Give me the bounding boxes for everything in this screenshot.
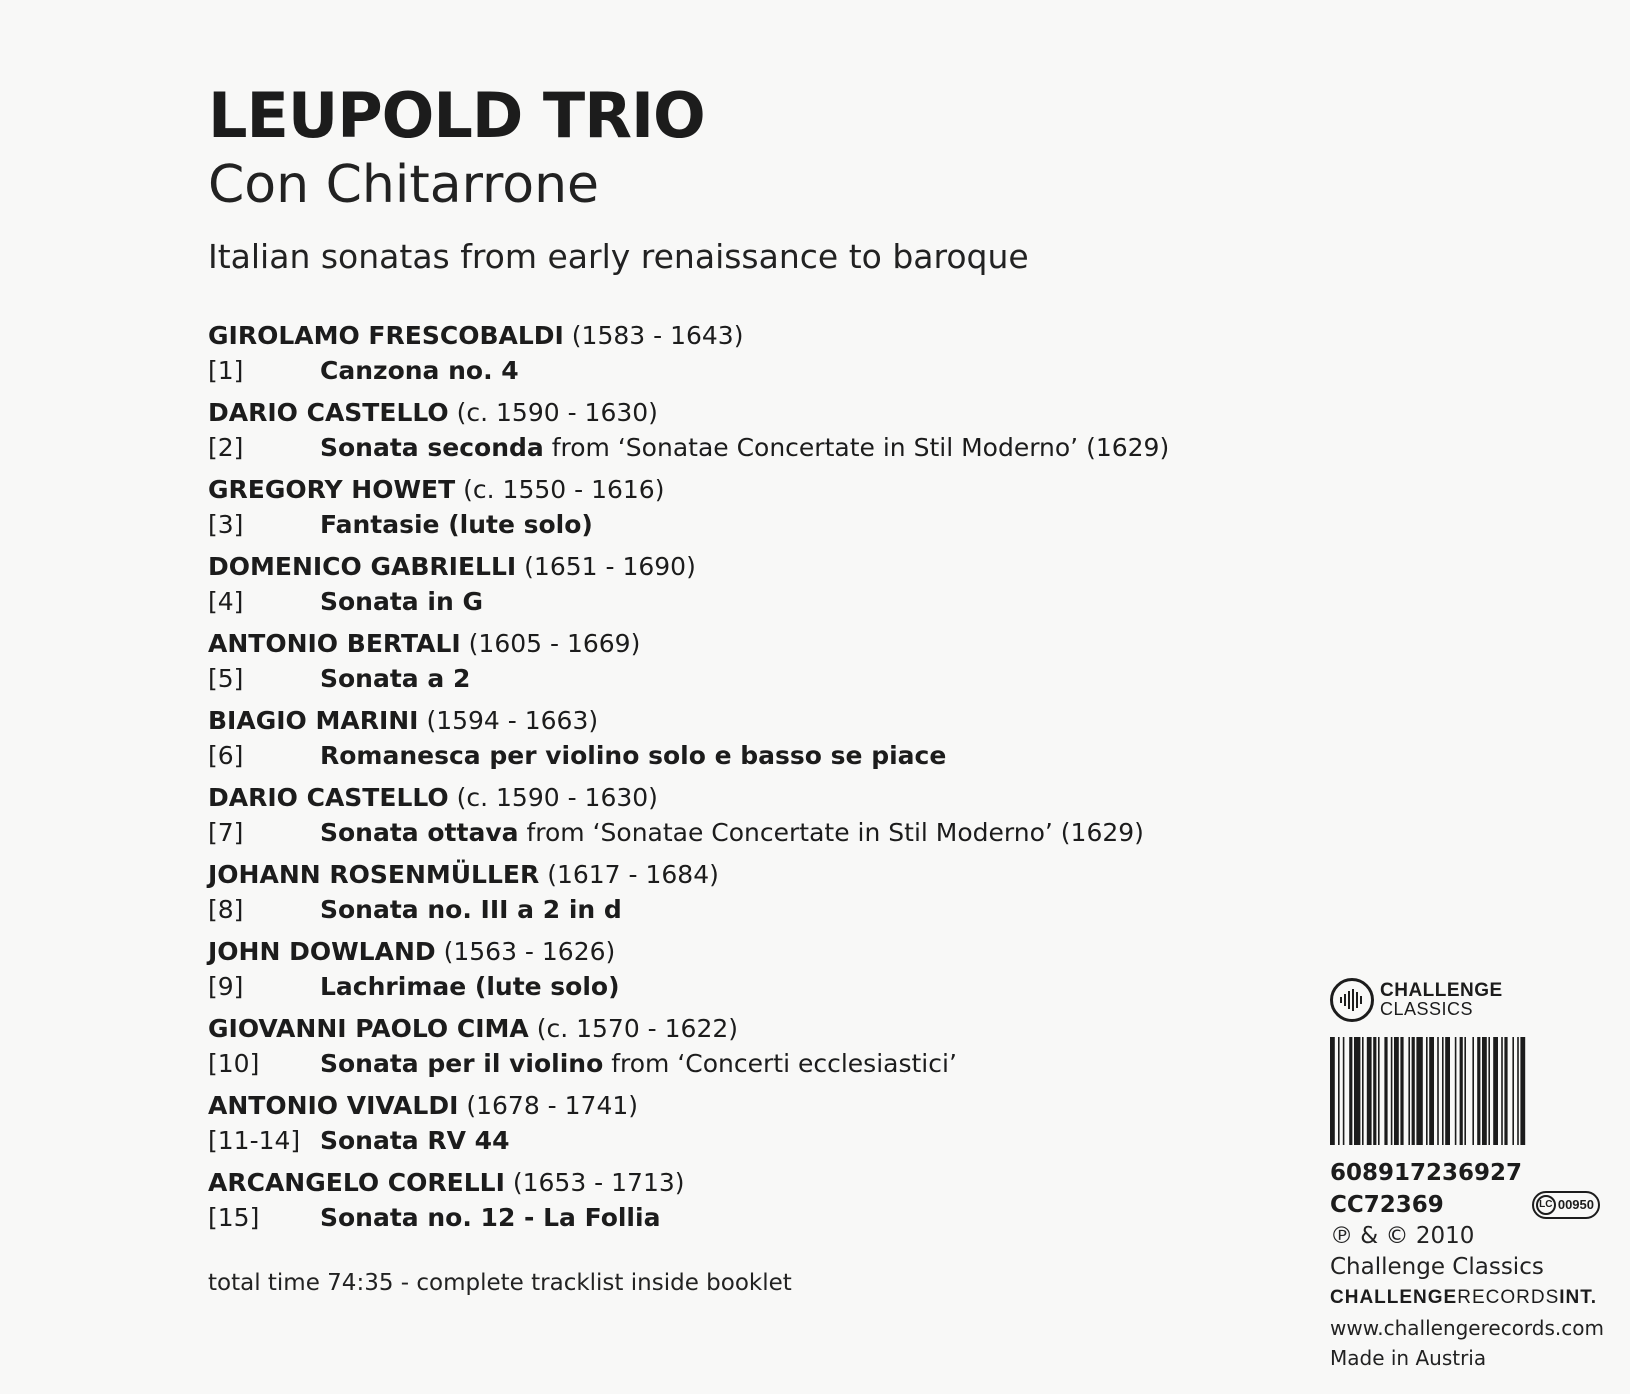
composer-name: GREGORY HOWET [208, 475, 456, 504]
records-regular: RECORDS [1457, 1287, 1560, 1308]
work-title: Sonata per il violino [320, 1049, 604, 1078]
track-work [320, 815, 1144, 851]
composer-dates: (1605 - 1669) [468, 629, 641, 658]
catalog-number: CC72369 [1330, 1192, 1444, 1218]
work-title: Lachrimae (lute solo) [320, 972, 620, 1001]
barcode-bar [1412, 1037, 1415, 1145]
track-line [208, 738, 1248, 780]
barcode-bar [1445, 1037, 1450, 1145]
barcode-bar [1367, 1037, 1372, 1145]
barcode-bar [1343, 1037, 1345, 1145]
track-number: [2] [208, 433, 244, 462]
track-number: [6] [208, 741, 244, 770]
barcode-bar [1464, 1037, 1466, 1145]
barcode-bar [1426, 1037, 1428, 1145]
work-title: Sonata seconda [320, 433, 544, 462]
album-tagline: Italian sonatas from early renaissance to baroque [208, 237, 1029, 276]
composer-line [208, 472, 1248, 507]
composer-line [208, 549, 1248, 584]
barcode-bar [1455, 1037, 1457, 1145]
composer-line [208, 1165, 1248, 1200]
barcode-bar [1437, 1037, 1439, 1145]
barcode-bar [1493, 1037, 1498, 1145]
track-line [208, 353, 1248, 395]
composer-line [208, 1088, 1248, 1123]
track-line [208, 584, 1248, 626]
barcode-bar [1472, 1037, 1474, 1145]
work-title: Sonata no. 12 - La Follia [320, 1203, 661, 1232]
track-work [320, 584, 483, 620]
track-work [320, 1200, 660, 1236]
track-work [320, 661, 470, 697]
work-source: from ‘Concerti ecclesiastici’ [611, 1049, 957, 1078]
barcode-bar [1504, 1037, 1507, 1145]
barcode-bar [1394, 1037, 1399, 1145]
company-name: Challenge Classics [1330, 1254, 1544, 1280]
track-line [208, 430, 1248, 472]
barcode-bar [1338, 1037, 1340, 1145]
barcode-bar [1477, 1037, 1480, 1145]
composer-line [208, 395, 1248, 430]
composer-dates: (c. 1590 - 1630) [456, 398, 658, 427]
barcode-bar [1330, 1037, 1335, 1145]
barcode [1330, 1037, 1615, 1145]
composer-name: DARIO CASTELLO [208, 783, 449, 812]
barcode-bar [1391, 1037, 1393, 1145]
track-number: [3] [208, 510, 244, 539]
barcode-bar [1442, 1037, 1444, 1145]
track-number: [4] [208, 587, 244, 616]
composer-dates: (c. 1590 - 1630) [456, 783, 658, 812]
album-artist: LEUPOLD TRIO [208, 79, 705, 152]
copyright-line: ℗ & © 2010 [1330, 1223, 1475, 1249]
composer-name: JOHN DOWLAND [208, 937, 436, 966]
composer-dates: (1678 - 1741) [466, 1091, 639, 1120]
track-number: [10] [208, 1049, 260, 1078]
track-work [320, 430, 1169, 466]
track-number: [9] [208, 972, 244, 1001]
work-source: from ‘Sonatae Concertate in Stil Moderno’ (1629) [526, 818, 1144, 847]
work-title: Fantasie (lute solo) [320, 510, 593, 539]
lc-badge [1532, 1191, 1600, 1219]
composer-name: GIROLAMO FRESCOBALDI [208, 321, 564, 350]
track-work [320, 507, 593, 543]
logo-line2: CLASSICS [1380, 999, 1474, 1019]
track-line [208, 815, 1248, 857]
barcode-number: 608917236927 [1330, 1160, 1523, 1186]
track-work [320, 353, 519, 389]
track-work [320, 969, 620, 1005]
barcode-bar [1384, 1037, 1387, 1145]
track-number: [11-14] [208, 1126, 301, 1155]
track-number: [7] [208, 818, 244, 847]
composer-dates: (1653 - 1713) [512, 1168, 685, 1197]
composer-dates: (1651 - 1690) [524, 552, 696, 581]
track-number: [8] [208, 895, 244, 924]
challenge-classics-logo [1330, 975, 1620, 1025]
composer-line [208, 626, 1248, 661]
composer-line [208, 318, 1248, 353]
tracklist [208, 318, 1248, 1242]
track-line [208, 969, 1248, 1011]
made-in: Made in Austria [1330, 1346, 1487, 1370]
work-title: Romanesca per violino solo e basso se piace [320, 741, 947, 770]
composer-line [208, 1011, 1248, 1046]
barcode-bar [1373, 1037, 1376, 1145]
track-line [208, 1200, 1248, 1242]
barcode-bar [1362, 1037, 1364, 1145]
sound-wave-icon [1330, 978, 1374, 1022]
track-work [320, 892, 622, 928]
work-title: Sonata no. III a 2 in d [320, 895, 622, 924]
composer-line [208, 857, 1248, 892]
album-header [208, 78, 1248, 280]
track-line [208, 892, 1248, 934]
barcode-bar [1354, 1037, 1360, 1145]
track-line [208, 507, 1248, 549]
website-url[interactable]: www.challengerecords.com [1330, 1316, 1604, 1340]
total-time: total time 74:35 - complete tracklist inside booklet [208, 1270, 792, 1296]
composer-name: ANTONIO VIVALDI [208, 1091, 459, 1120]
track-line [208, 1123, 1248, 1165]
barcode-bar [1416, 1037, 1422, 1145]
lc-code: 00950 [1557, 1197, 1594, 1212]
track-number: [5] [208, 664, 244, 693]
composer-dates: (c. 1550 - 1616) [463, 475, 665, 504]
barcode-bar [1349, 1037, 1352, 1145]
track-line [208, 661, 1248, 703]
track-work [320, 1046, 957, 1082]
track-work [320, 1123, 509, 1159]
barcode-bar [1517, 1037, 1519, 1145]
label-block [1330, 975, 1620, 1373]
track-work [320, 738, 946, 774]
records-bold: CHALLENGE [1330, 1287, 1458, 1308]
composer-name: DARIO CASTELLO [208, 398, 449, 427]
work-title: Canzona no. 4 [320, 356, 519, 385]
records-int: INT. [1559, 1287, 1598, 1308]
composer-name: JOHANN ROSENMÜLLER [208, 860, 540, 889]
track-line [208, 1046, 1248, 1088]
composer-line [208, 934, 1248, 969]
barcode-bar [1512, 1037, 1514, 1145]
barcode-bar [1429, 1037, 1434, 1145]
logo-line1: CHALLENGE [1380, 980, 1503, 1001]
work-title: Sonata a 2 [320, 664, 471, 693]
barcode-bar [1408, 1037, 1410, 1145]
composer-name: ANTONIO BERTALI [208, 629, 461, 658]
composer-dates: (c. 1570 - 1622) [536, 1014, 739, 1043]
track-number: [1] [208, 356, 244, 385]
composer-dates: (1594 - 1663) [426, 706, 599, 735]
composer-line [208, 703, 1248, 738]
barcode-bar [1460, 1037, 1463, 1145]
barcode-bar [1501, 1037, 1503, 1145]
records-int-logo [1330, 1283, 1620, 1313]
barcode-bar [1488, 1037, 1490, 1145]
work-title: Sonata in G [320, 587, 483, 616]
work-source: from ‘Sonatae Concertate in Stil Moderno’ (1629) [551, 433, 1170, 462]
lc-mark-icon: LC [1536, 1195, 1556, 1215]
barcode-bar [1520, 1037, 1525, 1145]
composer-dates: (1583 - 1643) [571, 321, 744, 350]
composer-dates: (1617 - 1684) [547, 860, 719, 889]
composer-name: DOMENICO GABRIELLI [208, 552, 517, 581]
composer-name: GIOVANNI PAOLO CIMA [208, 1014, 529, 1043]
composer-name: ARCANGELO CORELLI [208, 1168, 505, 1197]
work-title: Sonata RV 44 [320, 1126, 510, 1155]
barcode-bar [1400, 1037, 1403, 1145]
track-number: [15] [208, 1203, 260, 1232]
barcode-bar [1482, 1037, 1487, 1145]
work-title: Sonata ottava [320, 818, 519, 847]
composer-line [208, 780, 1248, 815]
barcode-bar [1378, 1037, 1380, 1145]
composer-dates: (1563 - 1626) [443, 937, 616, 966]
album-title: Con Chitarrone [208, 155, 600, 215]
composer-name: BIAGIO MARINI [208, 706, 419, 735]
